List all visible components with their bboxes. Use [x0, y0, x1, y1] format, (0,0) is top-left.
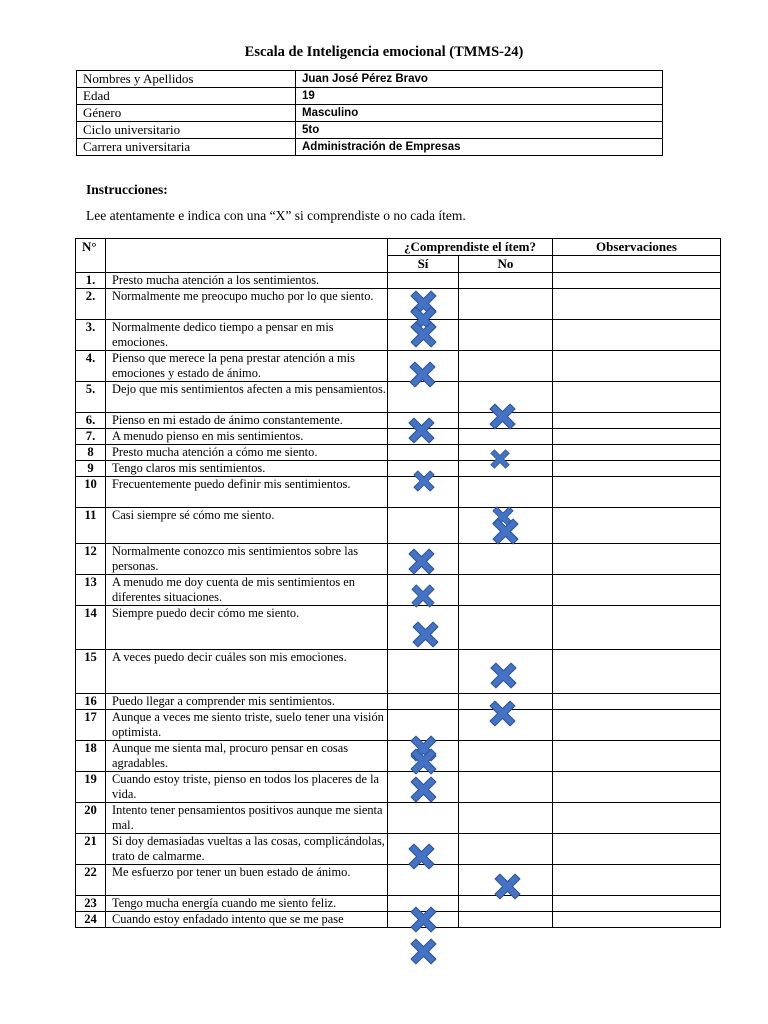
x-mark-icon: [489, 403, 516, 430]
yes-cell[interactable]: [388, 508, 459, 544]
x-mark-icon: [413, 470, 435, 492]
observations-cell[interactable]: [553, 694, 721, 710]
no-cell[interactable]: [459, 772, 553, 803]
observations-cell[interactable]: [553, 741, 721, 772]
table-row: [76, 865, 721, 896]
observations-cell[interactable]: [553, 508, 721, 544]
x-mark-icon: [489, 700, 516, 727]
item-text: Puedo llegar a comprender mis sentimientos.: [106, 694, 388, 710]
no-cell[interactable]: [459, 320, 553, 351]
x-mark-icon: [410, 748, 437, 775]
yes-cell[interactable]: [388, 803, 459, 834]
observations-cell[interactable]: [553, 544, 721, 575]
x-mark-icon: [492, 518, 519, 545]
table-row: [76, 896, 721, 912]
item-number: 19: [76, 772, 106, 803]
item-number: 6.: [76, 413, 106, 429]
table-row: [76, 320, 721, 351]
item-text: Presto mucha atención a los sentimientos.: [106, 273, 388, 289]
instructions-text: Lee atentamente e indica con una “X” si comprendiste o no cada ítem.: [86, 208, 466, 223]
header-no: No: [459, 256, 553, 273]
table-row: [76, 445, 721, 461]
table-row: [76, 351, 721, 382]
item-number: 2.: [76, 289, 106, 320]
observations-cell[interactable]: [553, 650, 721, 694]
info-label: Carrera universitaria: [77, 139, 296, 156]
info-value[interactable]: Masculino: [296, 105, 663, 122]
tmms-items-table: [75, 238, 721, 928]
observations-cell[interactable]: [553, 772, 721, 803]
x-mark-icon: [410, 906, 437, 933]
item-text: A menudo pienso en mis sentimientos.: [106, 429, 388, 445]
item-text: Dejo que mis sentimientos afecten a mis pensamientos.: [106, 382, 388, 413]
table-row: [76, 382, 721, 413]
info-label: Género: [77, 105, 296, 122]
item-text: Aunque me sienta mal, procuro pensar en cosas agradables.: [106, 741, 388, 772]
info-value[interactable]: 19: [296, 88, 663, 105]
x-mark-icon: [490, 449, 510, 469]
item-text: Intento tener pensamientos positivos aunque me sienta mal.: [106, 803, 388, 834]
no-cell[interactable]: [459, 606, 553, 650]
yes-cell[interactable]: [388, 650, 459, 694]
item-number: 7.: [76, 429, 106, 445]
table-row: [76, 273, 721, 289]
page-title: Escala de Inteligencia emocional (TMMS-24): [244, 44, 524, 60]
info-value[interactable]: Administración de Empresas: [296, 139, 663, 156]
no-cell[interactable]: [459, 912, 553, 928]
item-text: Tengo claros mis sentimientos.: [106, 461, 388, 477]
item-number: 8: [76, 445, 106, 461]
info-row: [77, 105, 663, 122]
observations-cell[interactable]: [553, 289, 721, 320]
item-number: 16: [76, 694, 106, 710]
item-text: Pienso que merece la pena prestar atención a mis emociones y estado de ánimo.: [106, 351, 388, 382]
no-cell[interactable]: [459, 803, 553, 834]
item-number: 21: [76, 834, 106, 865]
no-cell[interactable]: [459, 351, 553, 382]
item-text: Aunque a veces me siento triste, suelo tener una visión optimista.: [106, 710, 388, 741]
observations-cell[interactable]: [553, 477, 721, 508]
info-label: Edad: [77, 88, 296, 105]
observations-cell[interactable]: [553, 320, 721, 351]
x-mark-icon: [408, 548, 435, 575]
observations-cell[interactable]: [553, 912, 721, 928]
item-text: Frecuentemente puedo definir mis sentimientos.: [106, 477, 388, 508]
table-row: [76, 741, 721, 772]
x-mark-icon: [409, 361, 436, 388]
observations-cell[interactable]: [553, 834, 721, 865]
item-number: 18: [76, 741, 106, 772]
header-yes: Sí: [388, 256, 459, 273]
x-mark-icon: [490, 662, 517, 689]
table-row: [76, 544, 721, 575]
yes-cell[interactable]: [388, 445, 459, 461]
item-text: Si doy demasiadas vueltas a las cosas, complicándolas, trato de calmarme.: [106, 834, 388, 865]
item-number: 22: [76, 865, 106, 896]
item-number: 11: [76, 508, 106, 544]
observations-cell[interactable]: [553, 710, 721, 741]
item-number: 17: [76, 710, 106, 741]
item-number: 14: [76, 606, 106, 650]
item-text: Tengo mucha energía cuando me siento feliz.: [106, 896, 388, 912]
item-text: Cuando estoy triste, pienso en todos los placeres de la vida.: [106, 772, 388, 803]
header-number: N°: [76, 239, 106, 273]
x-mark-icon: [410, 776, 437, 803]
item-number: 13: [76, 575, 106, 606]
observations-cell[interactable]: [553, 803, 721, 834]
info-row: [77, 139, 663, 156]
table-row: [76, 575, 721, 606]
no-cell[interactable]: [459, 429, 553, 445]
no-cell[interactable]: [459, 477, 553, 508]
x-mark-icon: [411, 584, 435, 608]
table-row: [76, 834, 721, 865]
item-text: Presto mucha atención a cómo me siento.: [106, 445, 388, 461]
table-row: [76, 912, 721, 928]
item-number: 9: [76, 461, 106, 477]
item-text: Pienso en mi estado de ánimo constantemente.: [106, 413, 388, 429]
table-row: [76, 650, 721, 694]
x-mark-icon: [410, 321, 437, 348]
item-number: 5.: [76, 382, 106, 413]
item-text: Me esfuerzo por tener un buen estado de ánimo.: [106, 865, 388, 896]
item-number: 24: [76, 912, 106, 928]
item-text: Casi siempre sé cómo me siento.: [106, 508, 388, 544]
item-text: A veces puedo decir cuáles son mis emociones.: [106, 650, 388, 694]
item-text: Normalmente me preocupo mucho por lo que siento.: [106, 289, 388, 320]
table-row: [76, 606, 721, 650]
info-row: [77, 122, 663, 139]
no-cell[interactable]: [459, 575, 553, 606]
table-row: [76, 508, 721, 544]
yes-cell[interactable]: [388, 694, 459, 710]
x-mark-icon: [408, 843, 435, 870]
student-info-table: [76, 70, 663, 156]
no-cell[interactable]: [459, 544, 553, 575]
observations-cell[interactable]: [553, 413, 721, 429]
header-observations-sub: [553, 256, 721, 273]
item-number: 4.: [76, 351, 106, 382]
table-row: [76, 429, 721, 445]
item-number: 15: [76, 650, 106, 694]
item-number: 23: [76, 896, 106, 912]
table-row: [76, 413, 721, 429]
item-number: 12: [76, 544, 106, 575]
no-cell[interactable]: [459, 273, 553, 289]
table-row: [76, 477, 721, 508]
table-row: [76, 694, 721, 710]
table-row: [76, 710, 721, 741]
observations-cell[interactable]: [553, 382, 721, 413]
table-row: [76, 461, 721, 477]
x-mark-icon: [412, 621, 439, 648]
yes-cell[interactable]: [388, 273, 459, 289]
table-row: [76, 772, 721, 803]
observations-cell[interactable]: [553, 351, 721, 382]
header-observations: Observaciones: [553, 239, 721, 256]
header-item: [106, 239, 388, 273]
info-label: Nombres y Apellidos: [77, 71, 296, 88]
table-row: [76, 803, 721, 834]
item-number: 3.: [76, 320, 106, 351]
header-understood: ¿Comprendiste el ítem?: [388, 239, 553, 256]
x-mark-icon: [494, 873, 521, 900]
observations-cell[interactable]: [553, 273, 721, 289]
no-cell[interactable]: [459, 834, 553, 865]
item-number: 10: [76, 477, 106, 508]
item-text: A menudo me doy cuenta de mis sentimientos en diferentes situaciones.: [106, 575, 388, 606]
observations-cell[interactable]: [553, 445, 721, 461]
observations-cell[interactable]: [553, 461, 721, 477]
item-number: 20: [76, 803, 106, 834]
info-row: [77, 71, 663, 88]
observations-cell[interactable]: [553, 575, 721, 606]
info-row: [77, 88, 663, 105]
x-mark-icon: [410, 938, 437, 965]
info-value[interactable]: Juan José Pérez Bravo: [296, 71, 663, 88]
table-row: [76, 289, 721, 320]
observations-cell[interactable]: [553, 429, 721, 445]
no-cell[interactable]: [459, 289, 553, 320]
item-text: Siempre puedo decir cómo me siento.: [106, 606, 388, 650]
observations-cell[interactable]: [553, 606, 721, 650]
item-text: Normalmente conozco mis sentimientos sobre las personas.: [106, 544, 388, 575]
observations-cell[interactable]: [553, 896, 721, 912]
item-text: Normalmente dedico tiempo a pensar en mis emociones.: [106, 320, 388, 351]
instructions-heading: Instrucciones:: [86, 182, 168, 197]
observations-cell[interactable]: [553, 865, 721, 896]
no-cell[interactable]: [459, 741, 553, 772]
info-value[interactable]: 5to: [296, 122, 663, 139]
item-number: 1.: [76, 273, 106, 289]
item-text: Cuando estoy enfadado intento que se me pase: [106, 912, 388, 928]
x-mark-icon: [408, 417, 435, 444]
info-label: Ciclo universitario: [77, 122, 296, 139]
